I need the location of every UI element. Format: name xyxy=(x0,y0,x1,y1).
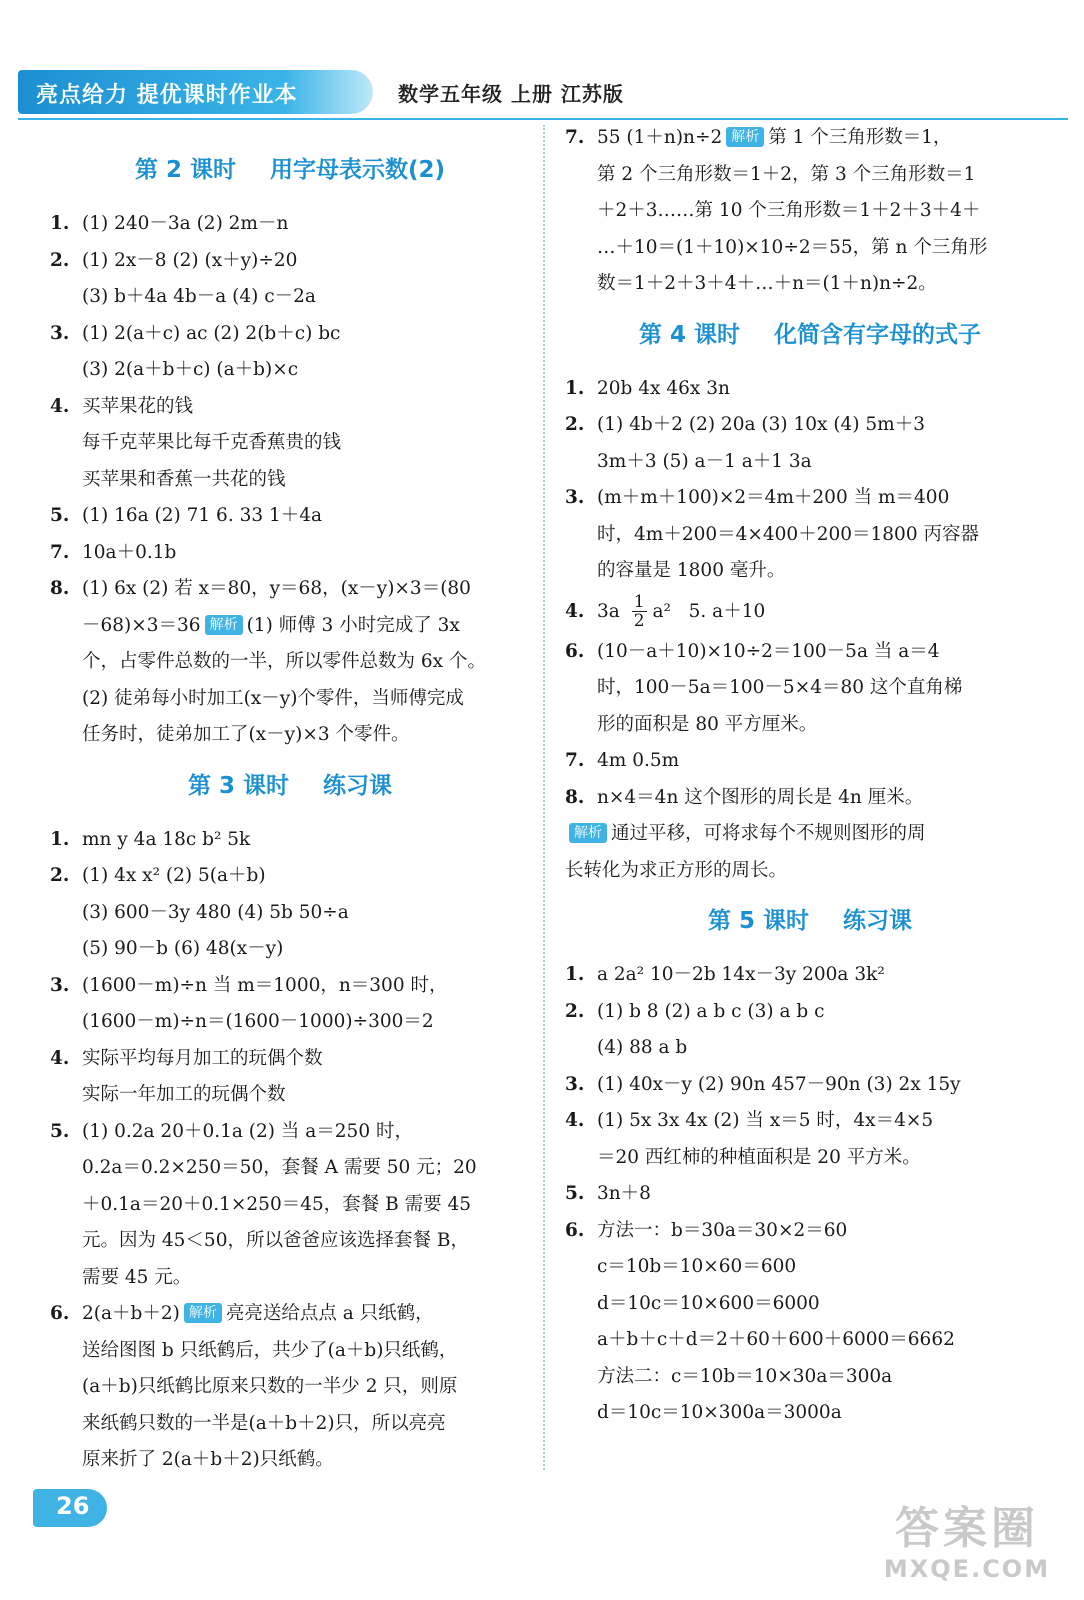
answer-item xyxy=(565,634,1055,744)
answer-line: (1) 5x 3x 4x (2) 当 x＝5 时，4x＝4×5 xyxy=(597,1110,934,1131)
answer-line: (10－a＋10)×10÷2＝100－5a 当 a＝4 xyxy=(597,640,940,662)
item-number: 7. xyxy=(565,750,585,771)
answer-line: 形的面积是 80 平方厘米。 xyxy=(597,713,818,735)
item-number: 3. xyxy=(565,1073,585,1095)
answer-line: (3) 600－3y 480 (4) 5b 50÷a xyxy=(82,901,349,923)
answer-line: －68)×3＝36 解析 (1) 师傅 3 小时完成了 3x xyxy=(82,614,460,636)
item-number: 4. xyxy=(50,395,70,417)
answer-line: 原来折了 2(a＋b＋2)只纸鹤。 xyxy=(82,1449,334,1470)
item-number: 1. xyxy=(565,964,585,985)
page-header xyxy=(0,0,1084,130)
analysis-tag: 解析 xyxy=(569,823,607,843)
item-number: 6. xyxy=(50,1303,70,1324)
answer-item xyxy=(565,1176,1055,1213)
answer-line: 20b 4x 46x 3n xyxy=(597,377,730,399)
answer-line: 的容量是 1800 毫升。 xyxy=(597,560,786,581)
item-number: 2. xyxy=(565,1000,585,1022)
book-subtitle: 数学五年级 上册 江苏版 xyxy=(398,82,624,106)
answer-line: n×4＝4n 这个图形的周长是 4n 厘米。 xyxy=(597,786,924,808)
answer-line: 送给图图 b 只纸鹤后，共少了(a＋b)只纸鹤， xyxy=(82,1339,458,1361)
book-brand: 亮点给力 提优课时作业本 xyxy=(36,83,298,108)
answer-item xyxy=(50,858,530,968)
item-number: 8. xyxy=(50,578,70,599)
analysis-note xyxy=(565,816,1055,889)
answer-line: 3m＋3 (5) a－1 a＋1 3a xyxy=(597,450,812,472)
item-number: 4. xyxy=(50,1047,70,1069)
answer-line: 0.2a＝0.2×250＝50，套餐 A 需要 50 元；20 xyxy=(82,1157,477,1178)
answer-line: (3) b＋4a 4b－a (4) c－2a xyxy=(82,286,316,307)
answer-item xyxy=(50,1041,530,1114)
answer-item xyxy=(50,1296,530,1479)
item-number: 8. xyxy=(565,786,585,808)
answer-line: d＝10c＝10×600＝6000 xyxy=(597,1292,820,1314)
item-number: 1. xyxy=(50,213,70,234)
answer-line: 长转化为求正方形的周长。 xyxy=(565,859,788,881)
answer-item xyxy=(50,1114,530,1297)
item-number: 5. xyxy=(50,1120,70,1142)
answer-item xyxy=(565,994,1055,1067)
item-number: 1. xyxy=(565,377,585,399)
answer-line: a 2a² 10－2b 14x－3y 200a 3k² xyxy=(597,964,885,985)
answer-line: 解析 通过平移，可将求每个不规则图形的周 xyxy=(565,816,1055,853)
answer-line: 3a $\frac{1}{2}$ a² 5. a＋10 xyxy=(597,592,766,631)
answer-item xyxy=(565,407,1055,480)
answer-item xyxy=(50,389,530,499)
analysis-tag: 解析 xyxy=(184,1303,222,1323)
answer-line: 时，100－5a＝100－5×4＝80 这个直角梯 xyxy=(597,677,963,698)
analysis-tag: 解析 xyxy=(205,615,243,635)
analysis-tag: 解析 xyxy=(726,127,764,147)
answer-item xyxy=(50,498,530,535)
item-number: 7. xyxy=(50,541,70,563)
answer-item xyxy=(565,780,1055,817)
answer-line: (m＋m＋100)×2＝4m＋200 当 m＝400 xyxy=(597,487,950,508)
answer-item xyxy=(565,1103,1055,1176)
answer-line: (1) 2x－8 (2) (x＋y)÷20 xyxy=(82,249,298,271)
answer-item xyxy=(565,480,1055,590)
answer-line: (1600－m)÷n 当 m＝1000，n＝300 时， xyxy=(82,974,448,996)
item-number: 1. xyxy=(50,828,70,850)
answer-line: 3n＋8 xyxy=(597,1183,651,1204)
answer-item xyxy=(565,743,1055,780)
item-number: 3. xyxy=(50,322,70,344)
answer-line: 4m 0.5m xyxy=(597,750,680,771)
answer-line: 买苹果花的钱 xyxy=(82,395,194,417)
column-divider xyxy=(543,125,545,1470)
answer-item xyxy=(565,120,1055,303)
answer-item xyxy=(50,822,530,859)
answer-item xyxy=(565,590,1055,634)
answer-line: …＋10＝(1＋10)×10÷2＝55，第 n 个三角形 xyxy=(597,236,988,258)
answer-line: (4) 88 a b xyxy=(597,1037,688,1058)
answer-line: 需要 45 元。 xyxy=(82,1266,192,1288)
fraction: $\frac{1}{2}$ xyxy=(633,592,645,631)
answer-line: (3) 2(a＋b＋c) (a＋b)×c xyxy=(82,359,299,380)
answer-line: 方法一：b＝30a＝30×2＝60 xyxy=(597,1219,848,1241)
answer-line: 实际平均每月加工的玩偶个数 xyxy=(82,1047,323,1069)
section-title-lesson-3: 第 3 课时 练习课 xyxy=(187,772,393,799)
answer-item xyxy=(50,968,530,1041)
item-number: 3. xyxy=(565,487,585,508)
page-number: 26 xyxy=(56,1492,90,1520)
item-number: 7. xyxy=(565,127,585,148)
answer-line: (1600－m)÷n＝(1600－1000)÷300＝2 xyxy=(82,1011,434,1032)
item-number: 6. xyxy=(565,1219,585,1241)
answer-line: (1) 16a (2) 71 6. 33 1＋4a xyxy=(82,505,323,526)
answer-item xyxy=(50,206,530,243)
answer-item xyxy=(565,371,1055,408)
answer-line: mn y 4a 18c b² 5k xyxy=(82,828,251,850)
item-number: 6. xyxy=(565,640,585,662)
answer-line: ＋0.1a＝20＋0.1×250＝45，套餐 B 需要 45 xyxy=(82,1193,472,1215)
answer-line: 10a＋0.1b xyxy=(82,541,177,563)
answer-line: 方法二：c＝10b＝10×30a＝300a xyxy=(597,1365,893,1387)
section-title-lesson-2: 第 2 课时 用字母表示数(2) xyxy=(134,157,446,183)
answer-line: 时，4m＋200＝4×400＋200＝1800 丙容器 xyxy=(597,523,979,545)
answer-line: c＝10b＝10×60＝600 xyxy=(597,1256,797,1277)
answer-line: (1) 6x (2) 若 x＝80，y＝68，(x－y)×3＝(80 xyxy=(82,578,471,599)
left-column xyxy=(50,138,530,1479)
answer-line: 来纸鹤只数的一半是(a＋b＋2)只，所以亮亮 xyxy=(82,1412,446,1434)
answer-line: (2) 徒弟每小时加工(x－y)个零件，当师傅完成 xyxy=(82,687,464,709)
item-number: 5. xyxy=(565,1183,585,1204)
answer-item xyxy=(50,571,530,754)
section-title-lesson-4: 第 4 课时 化简含有字母的式子 xyxy=(638,321,982,348)
item-number: 3. xyxy=(50,974,70,996)
answer-line: 买苹果和香蕉一共花的钱 xyxy=(82,468,286,490)
answer-line: d＝10c＝10×300a＝3000a xyxy=(597,1402,842,1423)
answer-line: (1) 2(a＋c) ac (2) 2(b＋c) bc xyxy=(82,322,341,344)
answer-line: 个，占零件总数的一半，所以零件总数为 6x 个。 xyxy=(82,651,486,672)
answer-line: 第 2 个三角形数＝1＋2，第 3 个三角形数＝1 xyxy=(597,163,976,185)
answer-line: (1) b 8 (2) a b c (3) a b c xyxy=(597,1000,825,1022)
watermark-logo: 答案圈 MXQE.COM xyxy=(883,1503,1051,1583)
answer-line: 数＝1＋2＋3＋4＋…＋n＝(1＋n)n÷2。 xyxy=(597,273,937,294)
answer-line: (a＋b)只纸鹤比原来只数的一半少 2 只，则原 xyxy=(82,1376,458,1397)
answer-item xyxy=(565,1213,1055,1432)
item-number: 2. xyxy=(50,249,70,271)
item-number: 5. xyxy=(50,505,70,526)
answer-line: 元。因为 45＜50，所以爸爸应该选择套餐 B， xyxy=(82,1230,469,1251)
answer-line: 任务时，徒弟加工了(x－y)×3 个零件。 xyxy=(82,724,410,745)
right-column xyxy=(565,120,1055,1432)
answer-line: (5) 90－b (6) 48(x－y) xyxy=(82,938,284,959)
answer-line: 2(a＋b＋2) 解析 亮亮送给点点 a 只纸鹤， xyxy=(82,1303,434,1324)
answer-line: 实际一年加工的玩偶个数 xyxy=(82,1084,286,1105)
answer-line: 55 (1＋n)n÷2 解析 第 1 个三角形数＝1， xyxy=(597,127,952,148)
answer-item xyxy=(50,316,530,389)
answer-item xyxy=(565,1067,1055,1104)
item-number: 4. xyxy=(565,1110,585,1131)
item-number: 2. xyxy=(565,414,585,435)
answer-line: a＋b＋c＋d＝2＋60＋600＋6000＝6662 xyxy=(597,1329,955,1350)
answer-line: (1) 4b＋2 (2) 20a (3) 10x (4) 5m＋3 xyxy=(597,414,925,435)
answer-item xyxy=(50,243,530,316)
item-number: 2. xyxy=(50,865,70,886)
answer-line: (1) 40x－y (2) 90n 457－90n (3) 2x 15y xyxy=(597,1073,961,1095)
answer-line: (1) 0.2a 20＋0.1a (2) 当 a＝250 时， xyxy=(82,1120,413,1142)
answer-line: ＝20 西红柿的种植面积是 20 平方米。 xyxy=(597,1146,921,1168)
answer-item xyxy=(565,957,1055,994)
answer-line: (1) 4x x² (2) 5(a＋b) xyxy=(82,865,266,886)
answer-line: 每千克苹果比每千克香蕉贵的钱 xyxy=(82,432,342,453)
item-number: 4. xyxy=(565,600,585,622)
answer-line: (1) 240－3a (2) 2m－n xyxy=(82,213,289,234)
section-title-lesson-5: 第 5 课时 练习课 xyxy=(707,908,913,934)
answer-item xyxy=(50,535,530,572)
answer-line: ＋2＋3……第 10 个三角形数＝1＋2＋3＋4＋ xyxy=(597,200,981,221)
